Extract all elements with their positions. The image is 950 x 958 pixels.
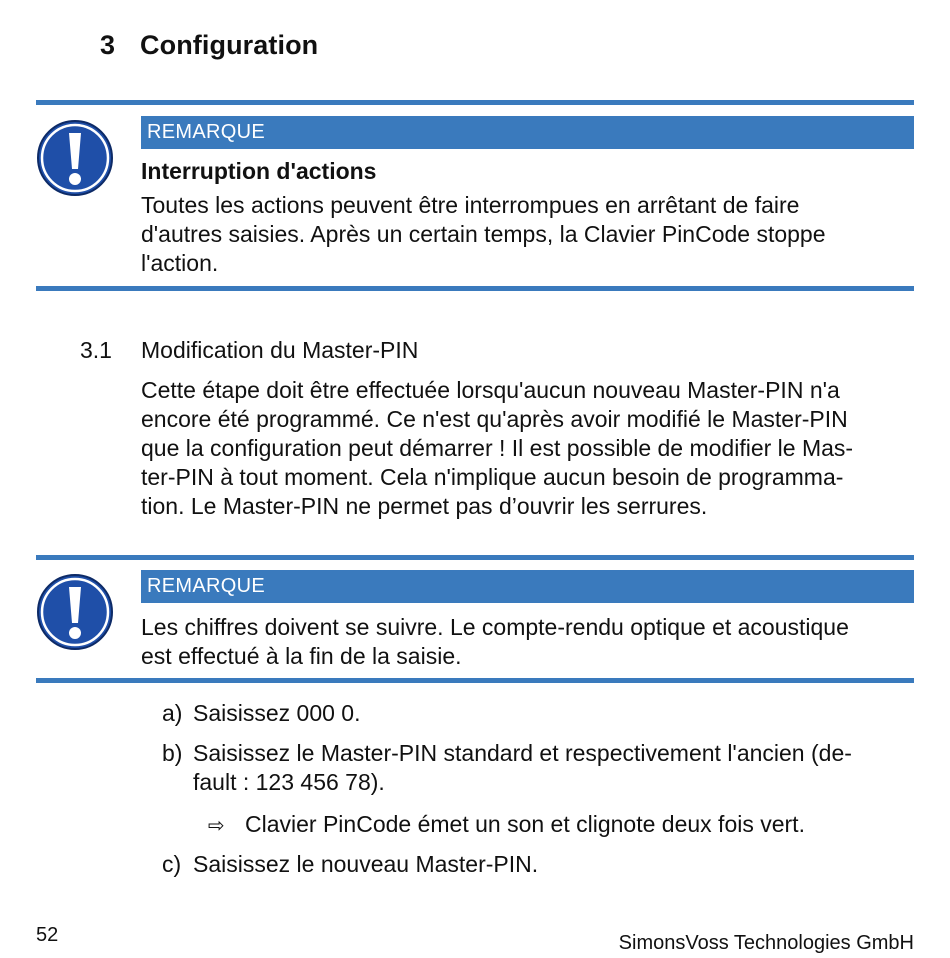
chapter-number: 3 <box>100 30 116 60</box>
note-label: REMARQUE <box>141 116 914 149</box>
result-text: Clavier PinCode émet un son et clignote deux fois vert. <box>245 811 805 837</box>
section-line: ter-PIN à tout moment. Cela n'implique aucun besoin de programma- <box>141 464 844 490</box>
step-text: Saisissez le Master-PIN standard et respectivement l'ancien (de- <box>193 740 852 766</box>
result-arrow-icon: ⇨ <box>208 815 225 837</box>
note-line: l'action. <box>141 250 219 276</box>
note-title: Interruption d'actions <box>141 158 377 184</box>
note-line: Les chiffres doivent se suivre. Le compte-rendu optique et acoustique <box>141 614 849 640</box>
section-heading <box>80 337 418 364</box>
step-label: c) <box>162 851 182 877</box>
note-line: d'autres saisies. Après un certain temps, la Clavier PinCode stoppe <box>141 221 826 247</box>
note-body <box>141 613 913 671</box>
step-text: Saisissez 000 0. <box>193 700 361 726</box>
section-line: tion. Le Master-PIN ne permet pas d’ouvrir les serrures. <box>141 493 708 519</box>
step-label: b) <box>162 740 183 766</box>
note-line: est effectué à la fin de la saisie. <box>141 643 462 669</box>
step-text: fault : 123 456 78). <box>193 769 385 795</box>
section-title: Modification du Master-PIN <box>141 337 419 363</box>
note-top-rule <box>36 555 914 560</box>
section-line: que la configuration peut démarrer ! Il est possible de modifier le Mas- <box>141 435 854 461</box>
step-text: Saisissez le nouveau Master-PIN. <box>193 851 539 877</box>
exclamation-circle-icon <box>36 119 114 197</box>
exclamation-circle-icon <box>36 573 114 651</box>
step-item <box>162 739 852 797</box>
company-name: SimonsVoss Technologies GmbH <box>618 932 914 954</box>
step-item <box>162 850 538 879</box>
note-top-rule <box>36 100 914 105</box>
note-label: REMARQUE <box>141 570 914 603</box>
chapter-title: Configuration <box>140 30 319 60</box>
section-number: 3.1 <box>80 337 112 363</box>
page-number: 52 <box>36 924 59 946</box>
chapter-heading <box>100 30 318 61</box>
note-body <box>141 191 913 278</box>
section-body <box>141 376 913 521</box>
step-label: a) <box>162 700 183 726</box>
section-line: Cette étape doit être effectuée lorsqu'aucun nouveau Master-PIN n'a <box>141 377 840 403</box>
section-line: encore été programmé. Ce n'est qu'après avoir modifié le Master-PIN <box>141 406 848 432</box>
step-result <box>208 811 805 838</box>
note-line: Toutes les actions peuvent être interrompues en arrêtant de faire <box>141 192 800 218</box>
step-item <box>162 699 360 728</box>
note-bottom-rule <box>36 286 914 291</box>
note-bottom-rule <box>36 678 914 683</box>
